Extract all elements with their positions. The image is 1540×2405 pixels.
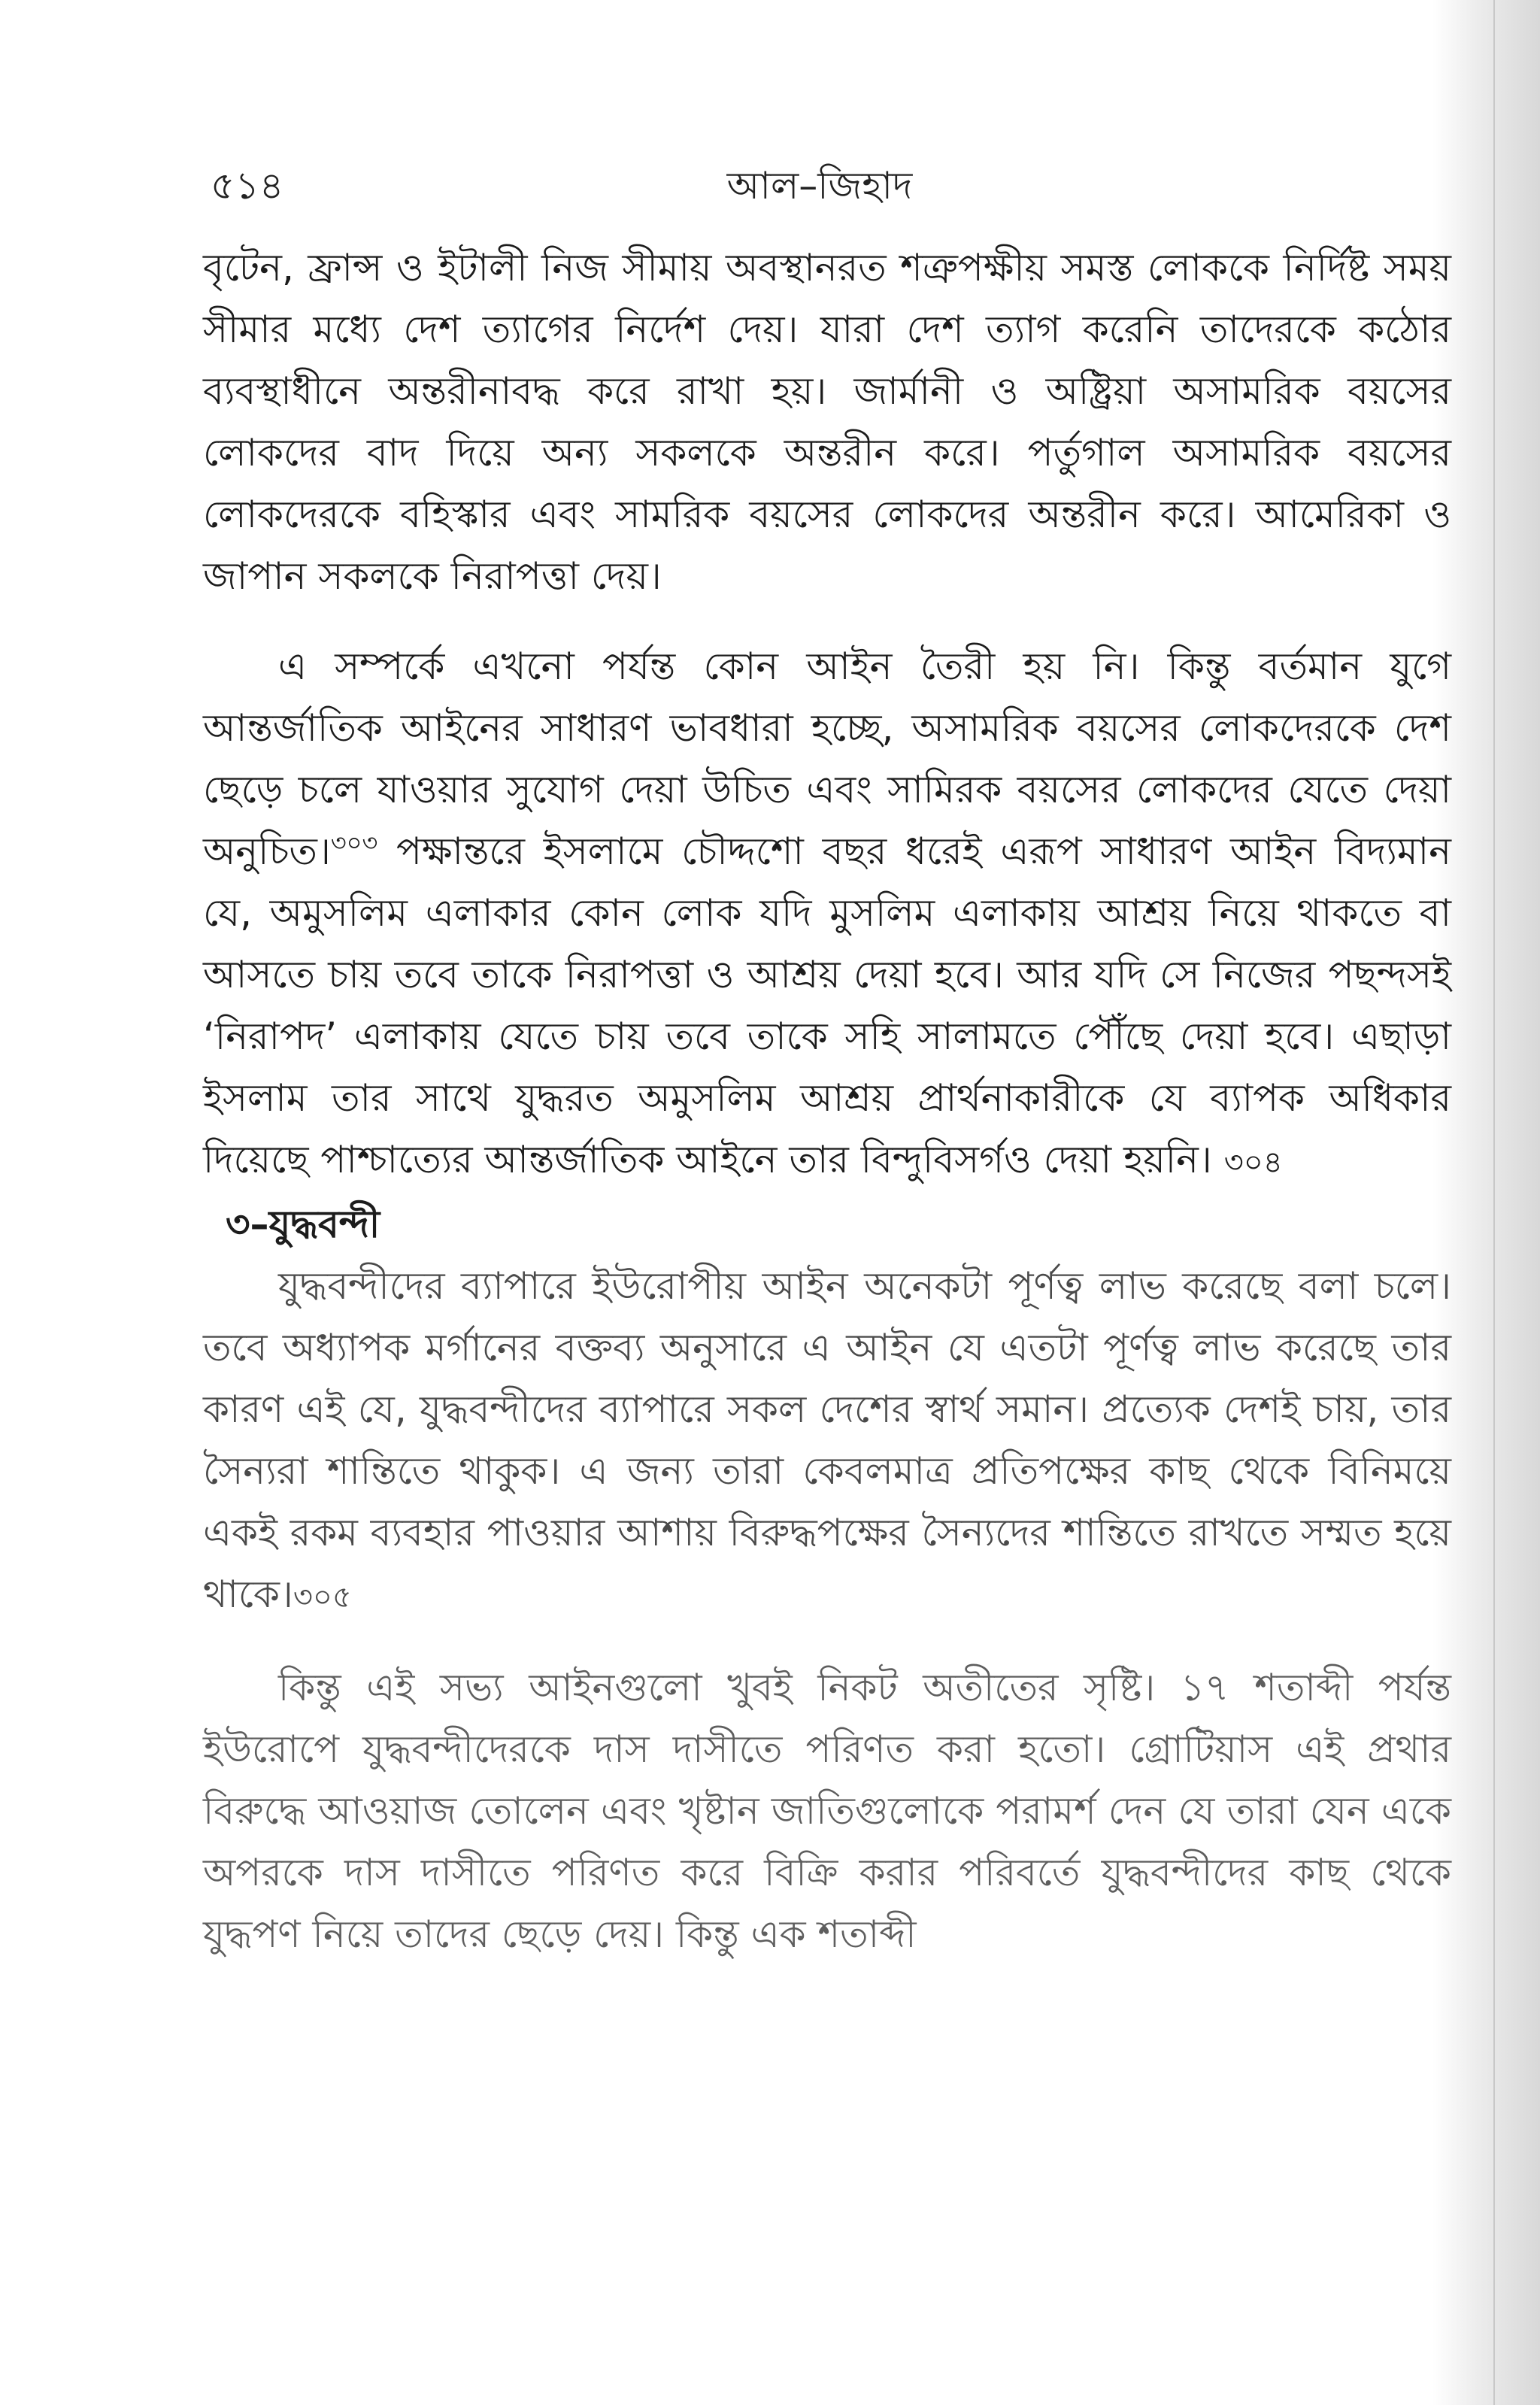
paragraph-3: [203, 1255, 1451, 1628]
footnote-ref-305: ৩০৫: [293, 1580, 352, 1615]
footnote-ref-304: ৩০৪: [1223, 1145, 1283, 1180]
paragraph-2-text-a: এ সম্পর্কে এখনো পর্যন্ত কোন আইন তৈরী হয় নি। কিন্তু বর্তমান যুগে আন্তর্জাতিক আইনের সাধারণ ভাবধারা হচ্ছে, অসামরিক বয়সের লোকদেরকে দেশ ছেড়ে চলে যাওয়ার সুযোগ দেয়া উচিত এবং সামিরক বয়সের লোকদের যেতে দেয়া অনুচিত।: [203, 644, 1451, 873]
section-heading: ৩–যুদ্ধবন্দী: [226, 1202, 380, 1246]
running-title: আল–জিহাদ: [726, 164, 913, 208]
paragraph-4: কিন্তু এই সভ্য আইনগুলো খুবই নিকট অতীতের সৃষ্টি। ১৭ শতাব্দী পর্যন্ত ইউরোপে যুদ্ধবন্দীদেরকে দাস দাসীতে পরিণত করা হতো। গ্রোটিয়াস এই প্রথার বিরুদ্ধে আওয়াজ তোলেন এবং খৃষ্টান জাতিগুলোকে পরামর্শ দেন যে তারা যেন একে অপরকে দাস দাসীতে পরিণত করে বিক্রি করার পরিবর্তে যুদ্ধবন্দীদের কাছ থেকে যুদ্ধপণ নিয়ে তাদের ছেড়ে দেয়। কিন্তু এক শতাব্দী: [203, 1666, 1451, 1956]
paragraph-1: বৃটেন, ফ্রান্স ও ইটালী নিজ সীমায় অবস্থানরত শত্রুপক্ষীয় সমস্ত লোককে নির্দিষ্ট সময় সীমার মধ্যে দেশ ত্যাগের নির্দেশ দেয়। যারা দেশ ত্যাগ করেনি তাদেরকে কঠোর ব্যবস্থাধীনে অন্তরীনাবদ্ধ করে রাখা হয়। জার্মানী ও অষ্ট্রিয়া অসামরিক বয়সের লোকদের বাদ দিয়ে অন্য সকলকে অন্তরীন করে। পর্তুগাল অসামরিক বয়সের লোকদেরকে বহিস্কার এবং সামরিক বয়সের লোকদের অন্তরীন করে। আমেরিকা ও জাপান সকলকে নিরাপত্তা দেয়।: [203, 246, 1451, 598]
paragraph-3-text: যুদ্ধবন্দীদের ব্যাপারে ইউরোপীয় আইন অনেকটা পূর্ণত্ব লাভ করেছে বলা চলে। তবে অধ্যাপক মর্গানের বক্তব্য অনুসারে এ আইন যে এতটা পূর্ণত্ব লাভ করেছে তার কারণ এই যে, যুদ্ধবন্দীদের ব্যাপারে সকল দেশের স্বার্থ সমান। প্রত্যেক দেশই চায়, তার সৈন্যরা শান্তিতে থাকুক। এ জন্য তারা কেবলমাত্র প্রতিপক্ষের কাছ থেকে বিনিময়ে একই রকম ব্যবহার পাওয়ার আশায় বিরুদ্ধপক্ষের সৈন্যদের শান্তিতে রাখতে সম্মত হয়ে থাকে।: [203, 1264, 1451, 1616]
page-body: [203, 237, 1451, 1965]
page-edge-shadow: [1493, 0, 1495, 2405]
footnote-ref-303: ৩০৩: [330, 828, 378, 857]
paragraph-2: [203, 635, 1451, 1193]
page-number: ৫১৪: [211, 164, 284, 208]
page-header: [211, 158, 1429, 218]
paragraph-2-text-b: পক্ষান্তরে ইসলামে চৌদ্দশো বছর ধরেই এরূপ সাধারণ আইন বিদ্যমান যে, অমুসলিম এলাকার কোন লোক যদি মুসলিম এলাকায় আশ্রয় নিয়ে থাকতে বা আসতে চায় তবে তাকে নিরাপত্তা ও আশ্রয় দেয়া হবে। আর যদি সে নিজের পছন্দসই ‘নিরাপদ’ এলাকায় যেতে চায় তবে তাকে সহি সালামতে পৌঁছে দেয়া হবে। এছাড়া ইসলাম তার সাথে যুদ্ধরত অমুসলিম আশ্রয় প্রার্থনাকারীকে যে ব্যাপক অধিকার দিয়েছে পাশ্চাত্যের আন্তর্জাতিক আইনে তার বিন্দুবিসর্গও দেয়া হয়নি।: [203, 829, 1451, 1181]
